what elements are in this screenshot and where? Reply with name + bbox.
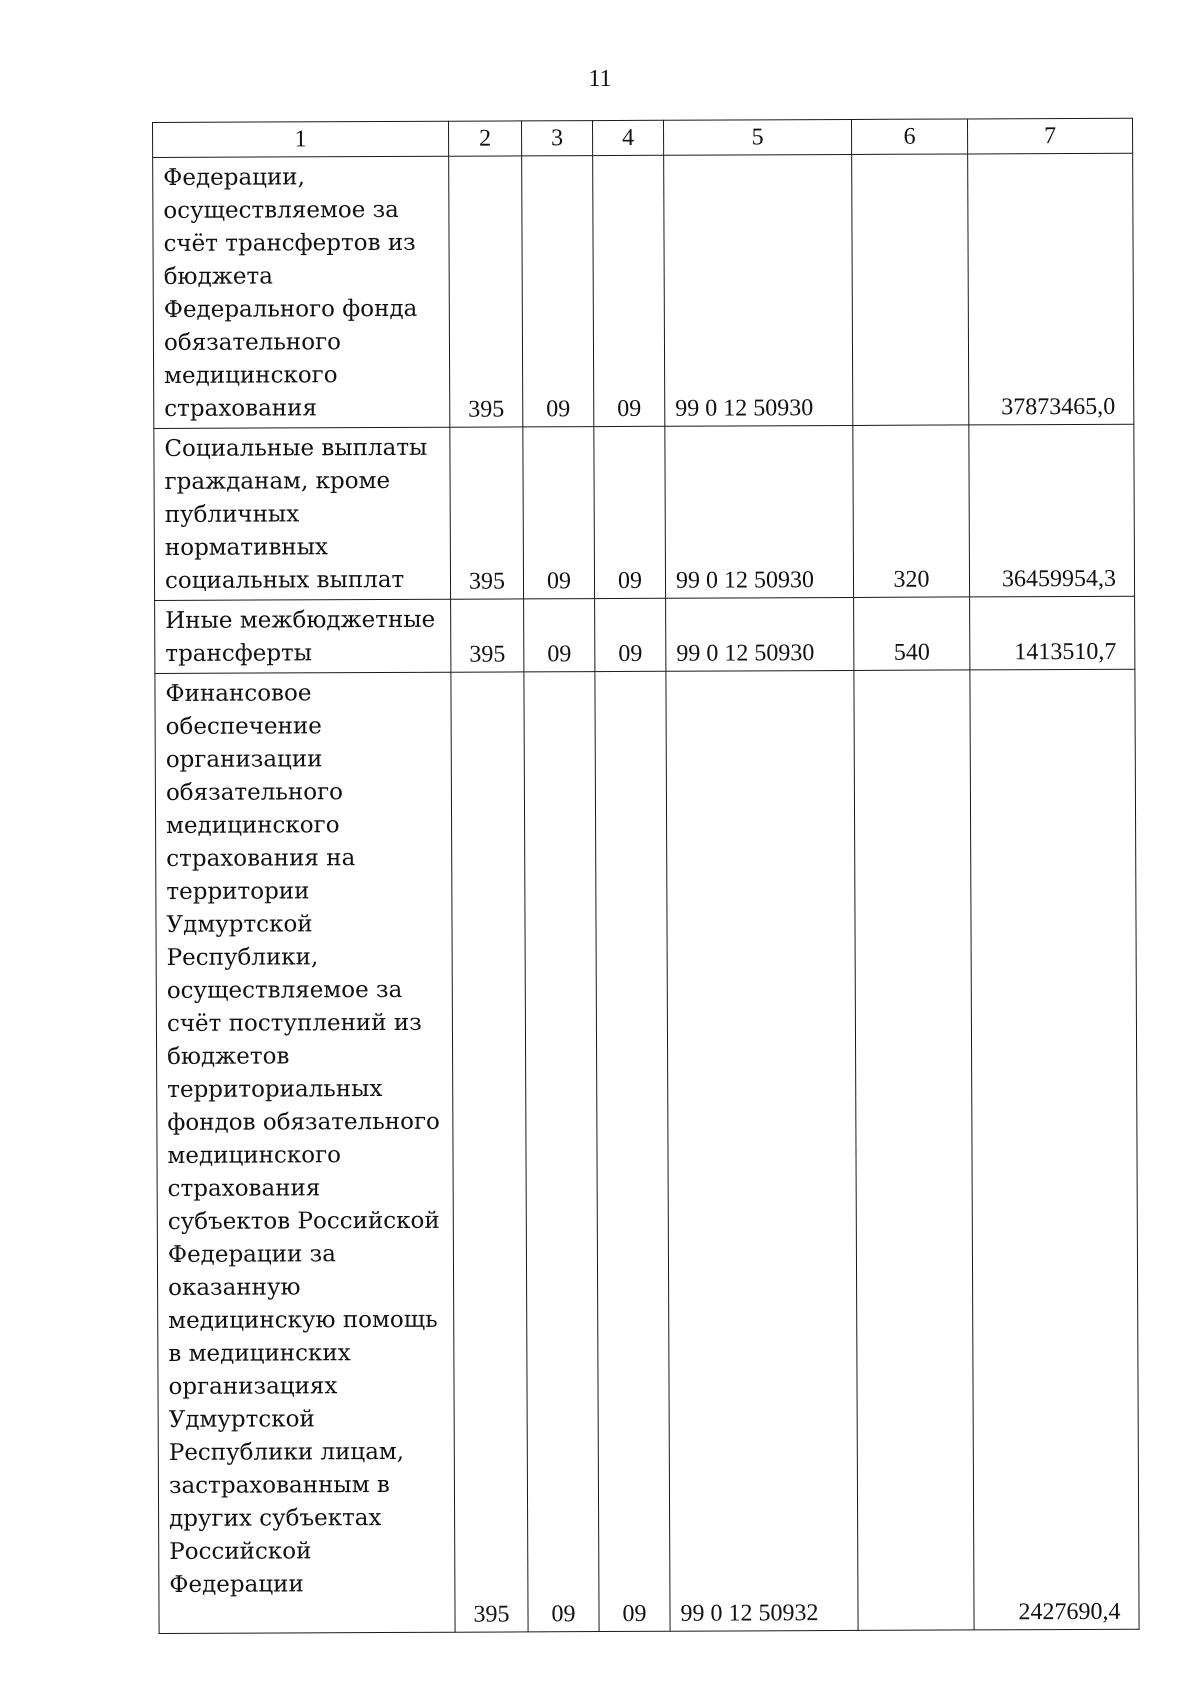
- table-header-row: [153, 118, 1133, 157]
- header-col-5: 5: [663, 119, 851, 155]
- page-number: 11: [588, 66, 612, 92]
- row-rz: 09: [524, 599, 595, 672]
- row-vr: [852, 154, 969, 426]
- header-col-7: 7: [967, 118, 1132, 154]
- row-name: Социальные выплаты гражданам, кроме публичных нормативных социальных выплат: [154, 427, 451, 600]
- budget-table: [152, 118, 1140, 1634]
- row-pr: 09: [593, 155, 665, 426]
- table-row: [155, 596, 1135, 673]
- row-amount: 2427690,4: [970, 669, 1139, 1630]
- row-amount: 37873465,0: [968, 153, 1134, 425]
- row-rz: 09: [524, 672, 599, 1632]
- row-rz: 09: [523, 427, 595, 599]
- row-csr: 99 0 12 50930: [664, 154, 853, 426]
- row-vr: [854, 670, 974, 1630]
- row-vr: 320: [853, 425, 970, 598]
- header-col-3: 3: [521, 121, 592, 156]
- row-gr: 395: [450, 427, 524, 599]
- row-vr: 540: [854, 597, 970, 671]
- header-col-6: 6: [851, 119, 967, 155]
- row-name: Иные межбюджетные трансферты: [155, 599, 451, 673]
- row-amount: 1413510,7: [970, 596, 1135, 670]
- table-row: [155, 669, 1139, 1633]
- header-col-2: 2: [448, 121, 521, 156]
- row-pr: 09: [595, 671, 670, 1631]
- row-name: Федерации, осуществляемое за счёт трансфертов из бюджета Федерального фонда обязательного медицинского страхования: [153, 156, 450, 428]
- row-gr: 395: [451, 672, 528, 1632]
- row-name: Финансовое обеспечение организации обязательного медицинского страхования на территории Удмуртской Республики, осуществляемое за счёт поступлений из бюджетов территориальных фондов обязательного медицинского страхования субъектов Российской Федерации за оказанную медицинскую помощь в медицинских организациях Удмуртской Республики лицам, застрахованным в других субъектах Российской Федерации: [155, 672, 455, 1633]
- row-csr: 99 0 12 50930: [666, 597, 854, 671]
- row-pr: 09: [595, 598, 666, 671]
- header-col-4: 4: [592, 120, 663, 155]
- row-pr: 09: [594, 426, 666, 598]
- row-gr: 395: [449, 156, 523, 427]
- row-amount: 36459954,3: [969, 424, 1135, 597]
- row-gr: 395: [451, 599, 524, 672]
- table-row: [154, 424, 1135, 600]
- row-rz: 09: [522, 156, 594, 427]
- row-csr: 99 0 12 50930: [665, 425, 854, 598]
- header-col-1: 1: [153, 121, 449, 157]
- row-csr: 99 0 12 50932: [666, 670, 858, 1631]
- table-row: [153, 153, 1134, 428]
